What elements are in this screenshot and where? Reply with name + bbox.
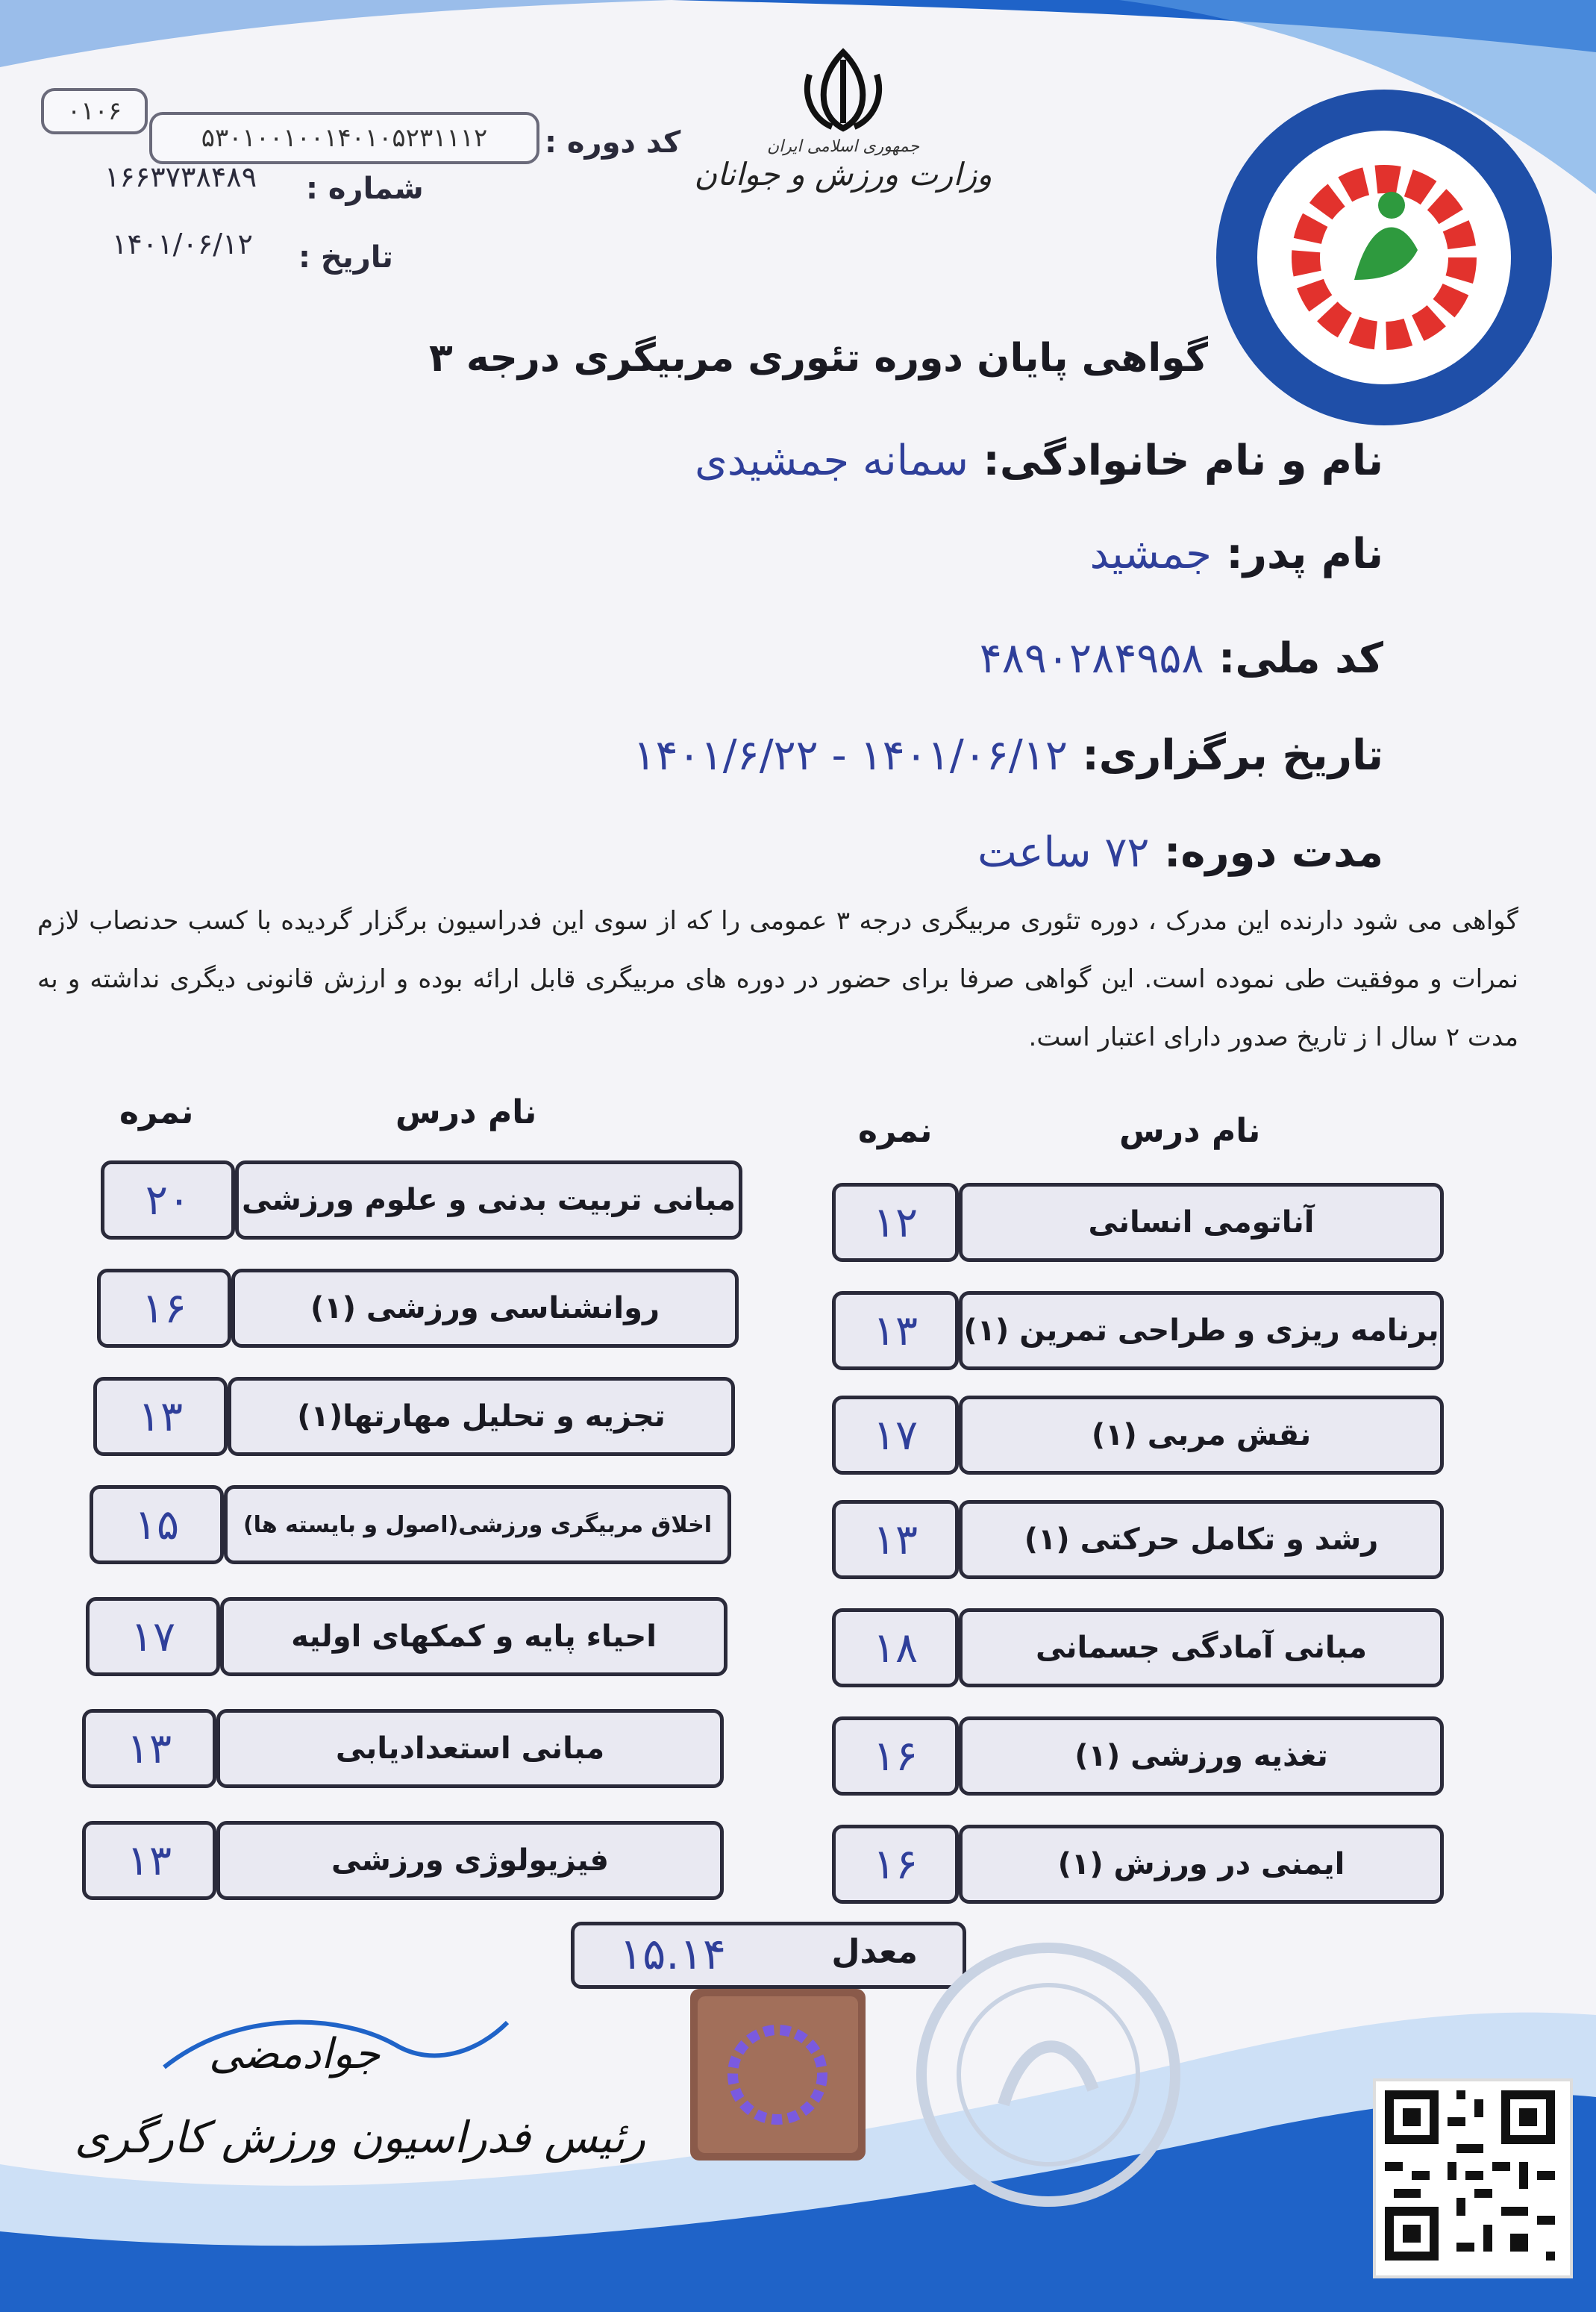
course-score: ۱۶ — [832, 1716, 959, 1796]
course-name: اخلاق مربیگری ورزشی(اصول و بایسته ها) — [224, 1485, 731, 1564]
right-course-row-4 — [832, 1500, 1448, 1578]
right-course-row-3 — [832, 1396, 1448, 1473]
course-code-label: کد دوره : — [545, 125, 681, 160]
left-course-header: نام درس — [395, 1093, 537, 1131]
right-course-header: نام درس — [1119, 1112, 1261, 1150]
full-name-label: نام و نام خانوادگی: — [983, 437, 1383, 485]
dates-value: ۱۴۰۱/۰۶/۱۲ - ۱۴۰۱/۶/۲۲ — [633, 731, 1068, 780]
course-name: رشد و تکامل حرکتی (۱) — [959, 1500, 1444, 1579]
right-course-row-7 — [832, 1825, 1448, 1902]
right-course-row-1 — [832, 1183, 1448, 1260]
signatory-name: جوادمضی — [209, 2030, 381, 2078]
iran-emblem-icon — [791, 45, 895, 134]
course-score: ۱۶ — [832, 1825, 959, 1904]
ministry-block — [672, 45, 1015, 216]
course-score: ۱۶ — [97, 1269, 231, 1348]
course-name: تغذیه ورزشی (۱) — [959, 1716, 1444, 1796]
course-name: برنامه ریزی و طراحی تمرین (۱) — [959, 1291, 1444, 1370]
course-score: ۱۷ — [832, 1396, 959, 1475]
left-course-row-3 — [93, 1377, 735, 1455]
course-name: مبانی آمادگی جسمانی — [959, 1608, 1444, 1687]
certificate-body-text: گواهی می شود دارنده این مدرک ، دوره تئوری مربیگری درجه ۳ عمومی را که از سوی این فدراسیون برگزار گردیده با کسب حدنصاب لازم نمرات و موفقیت طی نموده است. این گواهی صرفا برای حضور در دوره های مربیگری قابل ارائه بوده و ارزش قانونی دیگری نداشته و به مدت ۲ سال ا ز تاریخ صدور دارای اعتبار است. — [37, 906, 1518, 1052]
right-course-row-2 — [832, 1291, 1448, 1369]
national-id-value: ۴۸۹۰۲۸۴۹۵۸ — [979, 634, 1204, 683]
dates-label: تاریخ برگزاری: — [1082, 731, 1383, 780]
left-course-row-4 — [90, 1485, 731, 1563]
course-name: روانشناسی ورزشی (۱) — [231, 1269, 739, 1348]
federation-seal-icon — [1209, 82, 1559, 433]
course-score: ۱۲ — [832, 1183, 959, 1262]
left-course-row-5 — [86, 1597, 727, 1675]
certificate-title: گواهی پایان دوره تئوری مربیگری درجه ۳ — [429, 336, 1208, 381]
course-name: آناتومی انسانی — [959, 1183, 1444, 1262]
course-score: ۱۳ — [82, 1709, 216, 1788]
qr-code — [1373, 2078, 1573, 2278]
course-score: ۱۵ — [90, 1485, 224, 1564]
hologram-sticker-icon — [690, 1989, 866, 2161]
left-course-row-7 — [82, 1821, 724, 1899]
qr-code-icon — [1376, 2081, 1564, 2269]
course-code-box — [149, 112, 539, 164]
right-course-row-5 — [832, 1608, 1448, 1686]
duration-row — [977, 828, 1383, 877]
course-name: احیاء پایه و کمکهای اولیه — [220, 1597, 727, 1676]
dates-row — [633, 731, 1383, 780]
course-score: ۱۸ — [832, 1608, 959, 1687]
course-score: ۲۰ — [101, 1160, 235, 1240]
ministry-text: وزارت ورزش و جوانان — [694, 156, 992, 193]
course-name: مبانی تربیت بدنی و علوم ورزشی — [235, 1160, 742, 1240]
course-code-suffix: ۰۱۰۶ — [66, 96, 122, 126]
right-score-header: نمره — [858, 1112, 933, 1150]
father-name-value: جمشید — [1089, 530, 1212, 578]
course-score: ۱۳ — [832, 1291, 959, 1370]
left-course-row-1 — [101, 1160, 742, 1238]
course-score: ۱۷ — [86, 1597, 220, 1676]
duration-value: ۷۲ ساعت — [977, 828, 1150, 877]
course-score: ۱۳ — [82, 1821, 216, 1900]
course-name: ایمنی در ورزش (۱) — [959, 1825, 1444, 1904]
date-label: تاریخ : — [298, 240, 393, 275]
date-value: ۱۴۰۱/۰۶/۱۲ — [112, 228, 253, 260]
full-name-value: سمانه جمشیدی — [695, 437, 968, 485]
republic-text: جمهوری اسلامی ایران — [766, 137, 920, 156]
average-value: ۱۵.۱۴ — [619, 1928, 727, 1979]
duration-label: مدت دوره: — [1163, 828, 1383, 877]
average-label: معدل — [831, 1933, 918, 1971]
course-score: ۱۳ — [832, 1500, 959, 1579]
national-id-label: کد ملی: — [1218, 634, 1383, 683]
course-name: فیزیولوژی ورزشی — [216, 1821, 724, 1900]
full-name-row — [695, 437, 1383, 485]
course-name: مبانی استعدادیابی — [216, 1709, 724, 1788]
course-code-suffix-box — [41, 88, 148, 134]
father-name-label: نام پدر: — [1226, 530, 1383, 578]
left-score-header: نمره — [119, 1093, 194, 1131]
course-name: نقش مربی (۱) — [959, 1396, 1444, 1475]
course-score: ۱۳ — [93, 1377, 228, 1456]
left-course-row-6 — [82, 1709, 724, 1787]
signature-stroke-icon — [149, 2000, 522, 2090]
left-course-row-2 — [97, 1269, 739, 1346]
father-name-row — [1090, 530, 1383, 578]
right-course-row-6 — [832, 1716, 1448, 1794]
signatory-title: رئیس فدراسیون ورزش کارگری — [75, 2112, 645, 2163]
national-id-row — [980, 634, 1383, 683]
course-name: تجزیه و تحلیل مهارتها(۱) — [228, 1377, 735, 1456]
course-code-value: ۵۳۰۱۰۰۱۰۰۱۴۰۱۰۵۲۳۱۱۱۲ — [201, 123, 488, 153]
average-box — [571, 1922, 966, 1989]
number-value: ۱۶۶۳۷۳۸۴۸۹ — [104, 160, 257, 193]
number-label: شماره : — [306, 172, 424, 206]
stamp-icon — [914, 1940, 1183, 2209]
